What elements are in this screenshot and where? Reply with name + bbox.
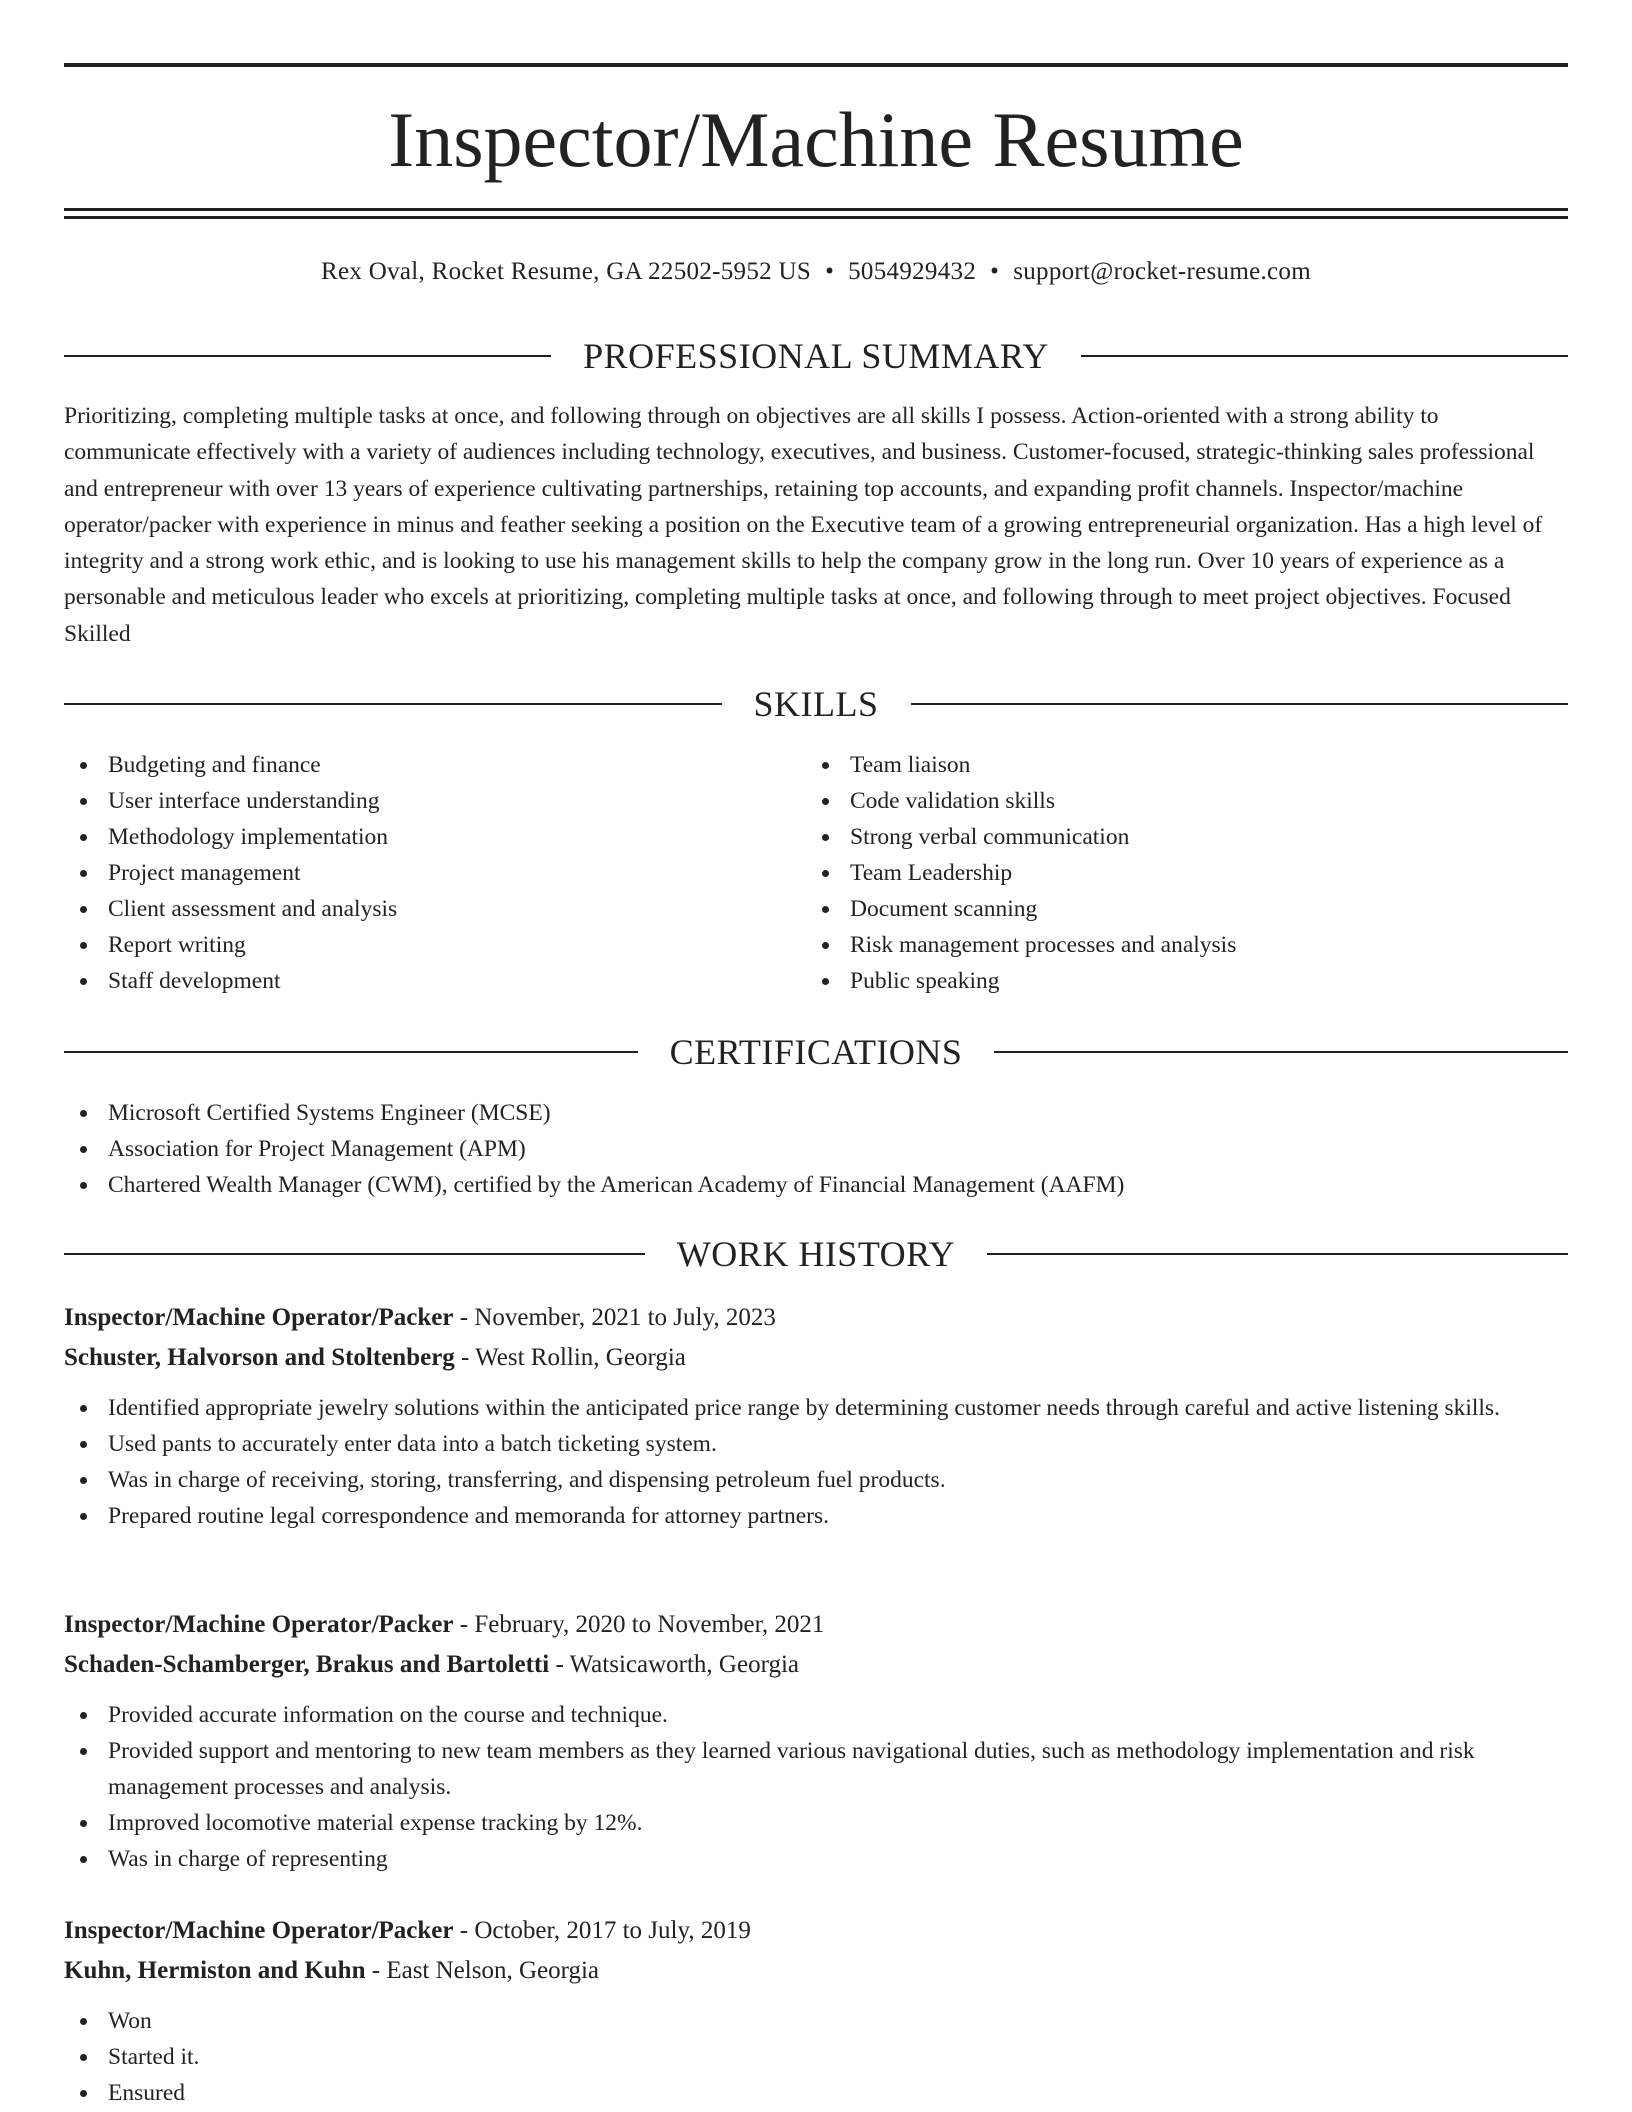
certifications-heading (64, 1030, 1568, 1074)
skill-item: Team liaison (806, 747, 1566, 783)
contact-email: support@rocket-resume.com (1013, 258, 1311, 285)
job-duty: Provided accurate information on the course and technique. (64, 1697, 1568, 1733)
job-duty: Improved locomotive material expense tracking by 12%. (64, 1805, 1568, 1841)
work-history-heading (64, 1232, 1568, 1276)
certification-item: Microsoft Certified Systems Engineer (MCSE) (64, 1095, 1568, 1131)
heading-rule-right (911, 703, 1569, 705)
skill-item: Team Leadership (806, 855, 1566, 891)
job-duties-list (64, 1390, 1568, 1534)
job-duties-list (64, 1697, 1568, 1877)
heading-rule-left (64, 1051, 638, 1053)
work-history-heading-label: WORK HISTORY (676, 1234, 956, 1274)
job-company-line (64, 1645, 1568, 1685)
skill-item: Project management (64, 855, 784, 891)
skill-item: Methodology implementation (64, 819, 784, 855)
job-title-line (64, 1911, 1568, 1951)
certifications-list (64, 1095, 1568, 1203)
skill-item: Budgeting and finance (64, 747, 784, 783)
job-company: Kuhn, Hermiston and Kuhn (64, 1957, 366, 1984)
summary-text: Prioritizing, completing multiple tasks at once, and following through on objectives are all skills I possess. Action-oriented with a strong ability to communicate effectively with a variety of audiences including technology, executives, and business. Customer-focused, strategic-thinking sales professional and entrepreneur with over 13 years of experience cultivating partnerships, retaining top accounts, and expanding profit channels. Inspector/machine operator/packer with experience in minus and feather seeking a position on the Executive team of a growing entrepreneurial organization. Has a high level of integrity and a strong work ethic, and is looking to use his management skills to help the company grow in the long run. Over 10 years of experience as a personable and meticulous leader who excels at prioritizing, completing multiple tasks at once, and following through to meet project objectives. Focused Skilled (64, 403, 1543, 647)
job-dates: - February, 2020 to November, 2021 (453, 1611, 825, 1638)
skill-item: Client assessment and analysis (64, 891, 784, 927)
job-location: - East Nelson, Georgia (365, 1957, 600, 1984)
skill-item: Risk management processes and analysis (806, 927, 1566, 963)
job-duty: Was in charge of representing (64, 1841, 1568, 1877)
job-duties-list (64, 2003, 1568, 2111)
heading-rule-left (64, 355, 551, 357)
job-entry (64, 1911, 1568, 2111)
job-company: Schuster, Halvorson and Stoltenberg (64, 1344, 455, 1371)
job-duty: Identified appropriate jewelry solutions within the anticipated price range by determining customer needs through careful and active listening skills. (64, 1390, 1568, 1426)
skill-item: Public speaking (806, 963, 1566, 999)
job-company-line (64, 1951, 1568, 1991)
contact-address: Rex Oval, Rocket Resume, GA 22502-5952 US (321, 258, 812, 285)
heading-rule-left (64, 1253, 645, 1255)
job-title: Inspector/Machine Operator/Packer (64, 1917, 454, 1944)
job-duty: Used pants to accurately enter data into a batch ticketing system. (64, 1426, 1568, 1462)
title-rule-lower (64, 216, 1568, 219)
job-company-line (64, 1338, 1568, 1378)
contact-separator: • (990, 258, 1000, 285)
job-title: Inspector/Machine Operator/Packer (64, 1304, 454, 1331)
job-dates: - November, 2021 to July, 2023 (453, 1304, 776, 1331)
skills-list-right (806, 747, 1566, 999)
job-title-line (64, 1298, 1568, 1338)
job-location: - West Rollin, Georgia (454, 1344, 686, 1371)
certification-item: Association for Project Management (APM) (64, 1131, 1568, 1167)
job-duty: Started it. (64, 2039, 1568, 2075)
contact-phone: 5054929432 (848, 258, 977, 285)
summary-heading-label: PROFESSIONAL SUMMARY (583, 336, 1049, 376)
job-duty: Won (64, 2003, 1568, 2039)
certifications-heading-label: CERTIFICATIONS (669, 1032, 963, 1072)
job-duty: Provided support and mentoring to new team members as they learned various navigational duties, such as methodology implementation and risk management processes and analysis. (64, 1733, 1568, 1805)
job-company: Schaden-Schamberger, Brakus and Bartoletti (64, 1651, 550, 1678)
skills-list-left (64, 747, 784, 999)
skill-item: Code validation skills (806, 783, 1566, 819)
job-location: - Watsicaworth, Georgia (549, 1651, 799, 1678)
job-duty: Ensured (64, 2075, 1568, 2111)
skills-heading-label: SKILLS (753, 684, 879, 724)
job-dates: - October, 2017 to July, 2019 (453, 1917, 751, 1944)
contact-line (64, 254, 1568, 290)
certification-item: Chartered Wealth Manager (CWM), certified by the American Academy of Financial Management (AAFM) (64, 1167, 1568, 1203)
skill-item: Staff development (64, 963, 784, 999)
top-rule (64, 63, 1568, 67)
heading-rule-right (1081, 355, 1568, 357)
skill-item: Strong verbal communication (806, 819, 1566, 855)
heading-rule-right (987, 1253, 1568, 1255)
job-duty: Prepared routine legal correspondence and memoranda for attorney partners. (64, 1498, 1568, 1534)
resume-title: Inspector/Machine Resume (388, 96, 1244, 183)
heading-rule-right (994, 1051, 1568, 1053)
skill-item: User interface understanding (64, 783, 784, 819)
heading-rule-left (64, 703, 722, 705)
job-title-line (64, 1605, 1568, 1645)
summary-heading (64, 334, 1568, 378)
contact-separator: • (825, 258, 835, 285)
job-title: Inspector/Machine Operator/Packer (64, 1611, 454, 1638)
title-rule-upper (64, 208, 1568, 211)
skills-heading (64, 682, 1568, 726)
skill-item: Document scanning (806, 891, 1566, 927)
skill-item: Report writing (64, 927, 784, 963)
job-entry (64, 1605, 1568, 1877)
job-duty: Was in charge of receiving, storing, transferring, and dispensing petroleum fuel products. (64, 1462, 1568, 1498)
job-entry (64, 1298, 1568, 1534)
